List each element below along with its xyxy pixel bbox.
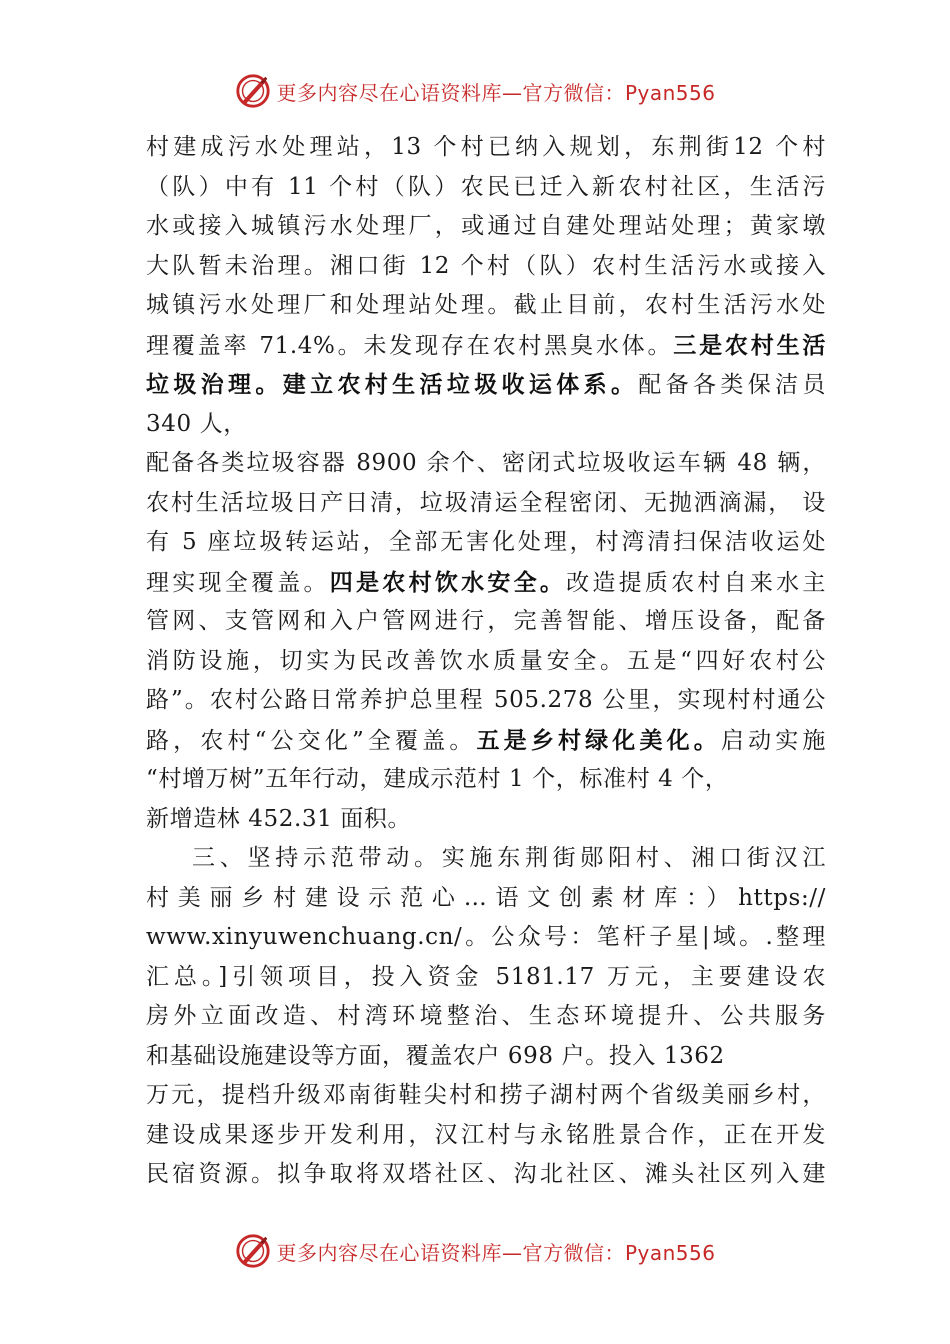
text-line — [146, 721, 826, 761]
bold-heading: 五是乡村绿化美化。 — [476, 726, 721, 754]
footer-banner — [0, 1226, 950, 1276]
text-line — [146, 365, 826, 405]
paragraph-2 — [146, 839, 826, 1195]
text-line: 村美丽乡村建设示范心…语文创素材库：）https:// — [146, 884, 826, 911]
text-line: 汇总。]引领项目，投入资金 5181.17 万元，主要建设农 — [146, 963, 826, 990]
text-span: 理覆盖率 71.4%。未发现存在农村黑臭水体。 — [146, 332, 674, 359]
pen-circle-logo-icon — [234, 72, 272, 110]
text-span: 启动实施 — [720, 727, 826, 754]
text-span: 改造提质农村自来水主 — [566, 569, 827, 596]
text-line: 340 人， — [146, 410, 247, 437]
text-line: 三、坚持示范带动。实施东荆街郧阳村、湘口街汉江 — [192, 845, 826, 871]
text-line: 和基础设施建设等方面，覆盖农户 698 户。投入 1362 — [146, 1042, 725, 1069]
paragraph-1 — [146, 128, 826, 839]
text-span: 路，农村“公交化”全覆盖。 — [146, 727, 477, 754]
text-line — [146, 563, 826, 603]
text-line: 新增造林 452.31 面积。 — [146, 805, 412, 832]
text-line — [146, 326, 826, 366]
text-span: 理实现全覆盖。 — [146, 569, 330, 596]
bold-heading: 三是农村生活 — [673, 331, 826, 359]
banner-text: 更多内容尽在心语资料库—官方微信：Pyan556 — [276, 80, 716, 105]
text-line: 管网、支管网和入户管网进行，完善智能、增压设备，配备 — [146, 608, 826, 634]
text-line: 大队暂未治理。湘口街 12 个村（队）农村生活污水或接入 — [146, 252, 826, 279]
header-banner — [0, 66, 950, 116]
banner-text: 更多内容尽在心语资料库—官方微信：Pyan556 — [276, 1240, 716, 1265]
text-span: 配备各类保洁员 — [638, 372, 826, 398]
text-line: 农村生活垃圾日产日清，垃圾清运全程密闭、无抛洒滴漏， 设 — [146, 489, 826, 516]
pen-circle-logo-icon — [234, 1232, 272, 1270]
text-line: 配备各类垃圾容器 8900 余个、密闭式垃圾收运车辆 48 辆， — [146, 450, 826, 476]
bold-heading: 四是农村饮水安全。 — [329, 568, 567, 596]
text-line: 城镇污水处理厂和处理站处理。截止目前，农村生活污水处 — [146, 292, 826, 318]
document-body — [146, 128, 826, 1195]
text-line: 水或接入城镇污水处理厂，或通过自建处理站处理；黄家墩 — [146, 213, 826, 239]
text-line: 消防设施，切实为民改善饮水质量安全。五是“四好农村公 — [146, 647, 826, 674]
text-line: （队）中有 11 个村（队）农民已迁入新农村社区，生活污 — [146, 173, 826, 200]
text-line: www.xinyuwenchuang.cn/。公众号：笔杆子星|域。.整理 — [146, 924, 826, 950]
text-line: “村增万树”五年行动，建成示范村 1 个，标准村 4 个， — [146, 766, 729, 792]
text-line: 万元，提档升级邓南街鞋尖村和捞子湖村两个省级美丽乡村， — [146, 1082, 826, 1108]
text-line: 建设成果逐步开发利用，汉江村与永铭胜景合作，正在开发 — [146, 1121, 826, 1148]
text-line: 村建成污水处理站，13 个村已纳入规划，东荆街12 个村 — [146, 134, 826, 160]
text-line: 路”。农村公路日常养护总里程 505.278 公里，实现村村通公 — [146, 687, 826, 713]
text-line: 有 5 座垃圾转运站，全部无害化处理，村湾清扫保洁收运处 — [146, 529, 826, 555]
text-line: 民宿资源。拟争取将双塔社区、沟北社区、滩头社区列入建 — [146, 1161, 826, 1187]
bold-heading: 垃圾治理。建立农村生活垃圾收运体系。 — [146, 371, 639, 398]
text-line: 房外立面改造、村湾环境整治、生态环境提升、公共服务 — [146, 1003, 826, 1029]
